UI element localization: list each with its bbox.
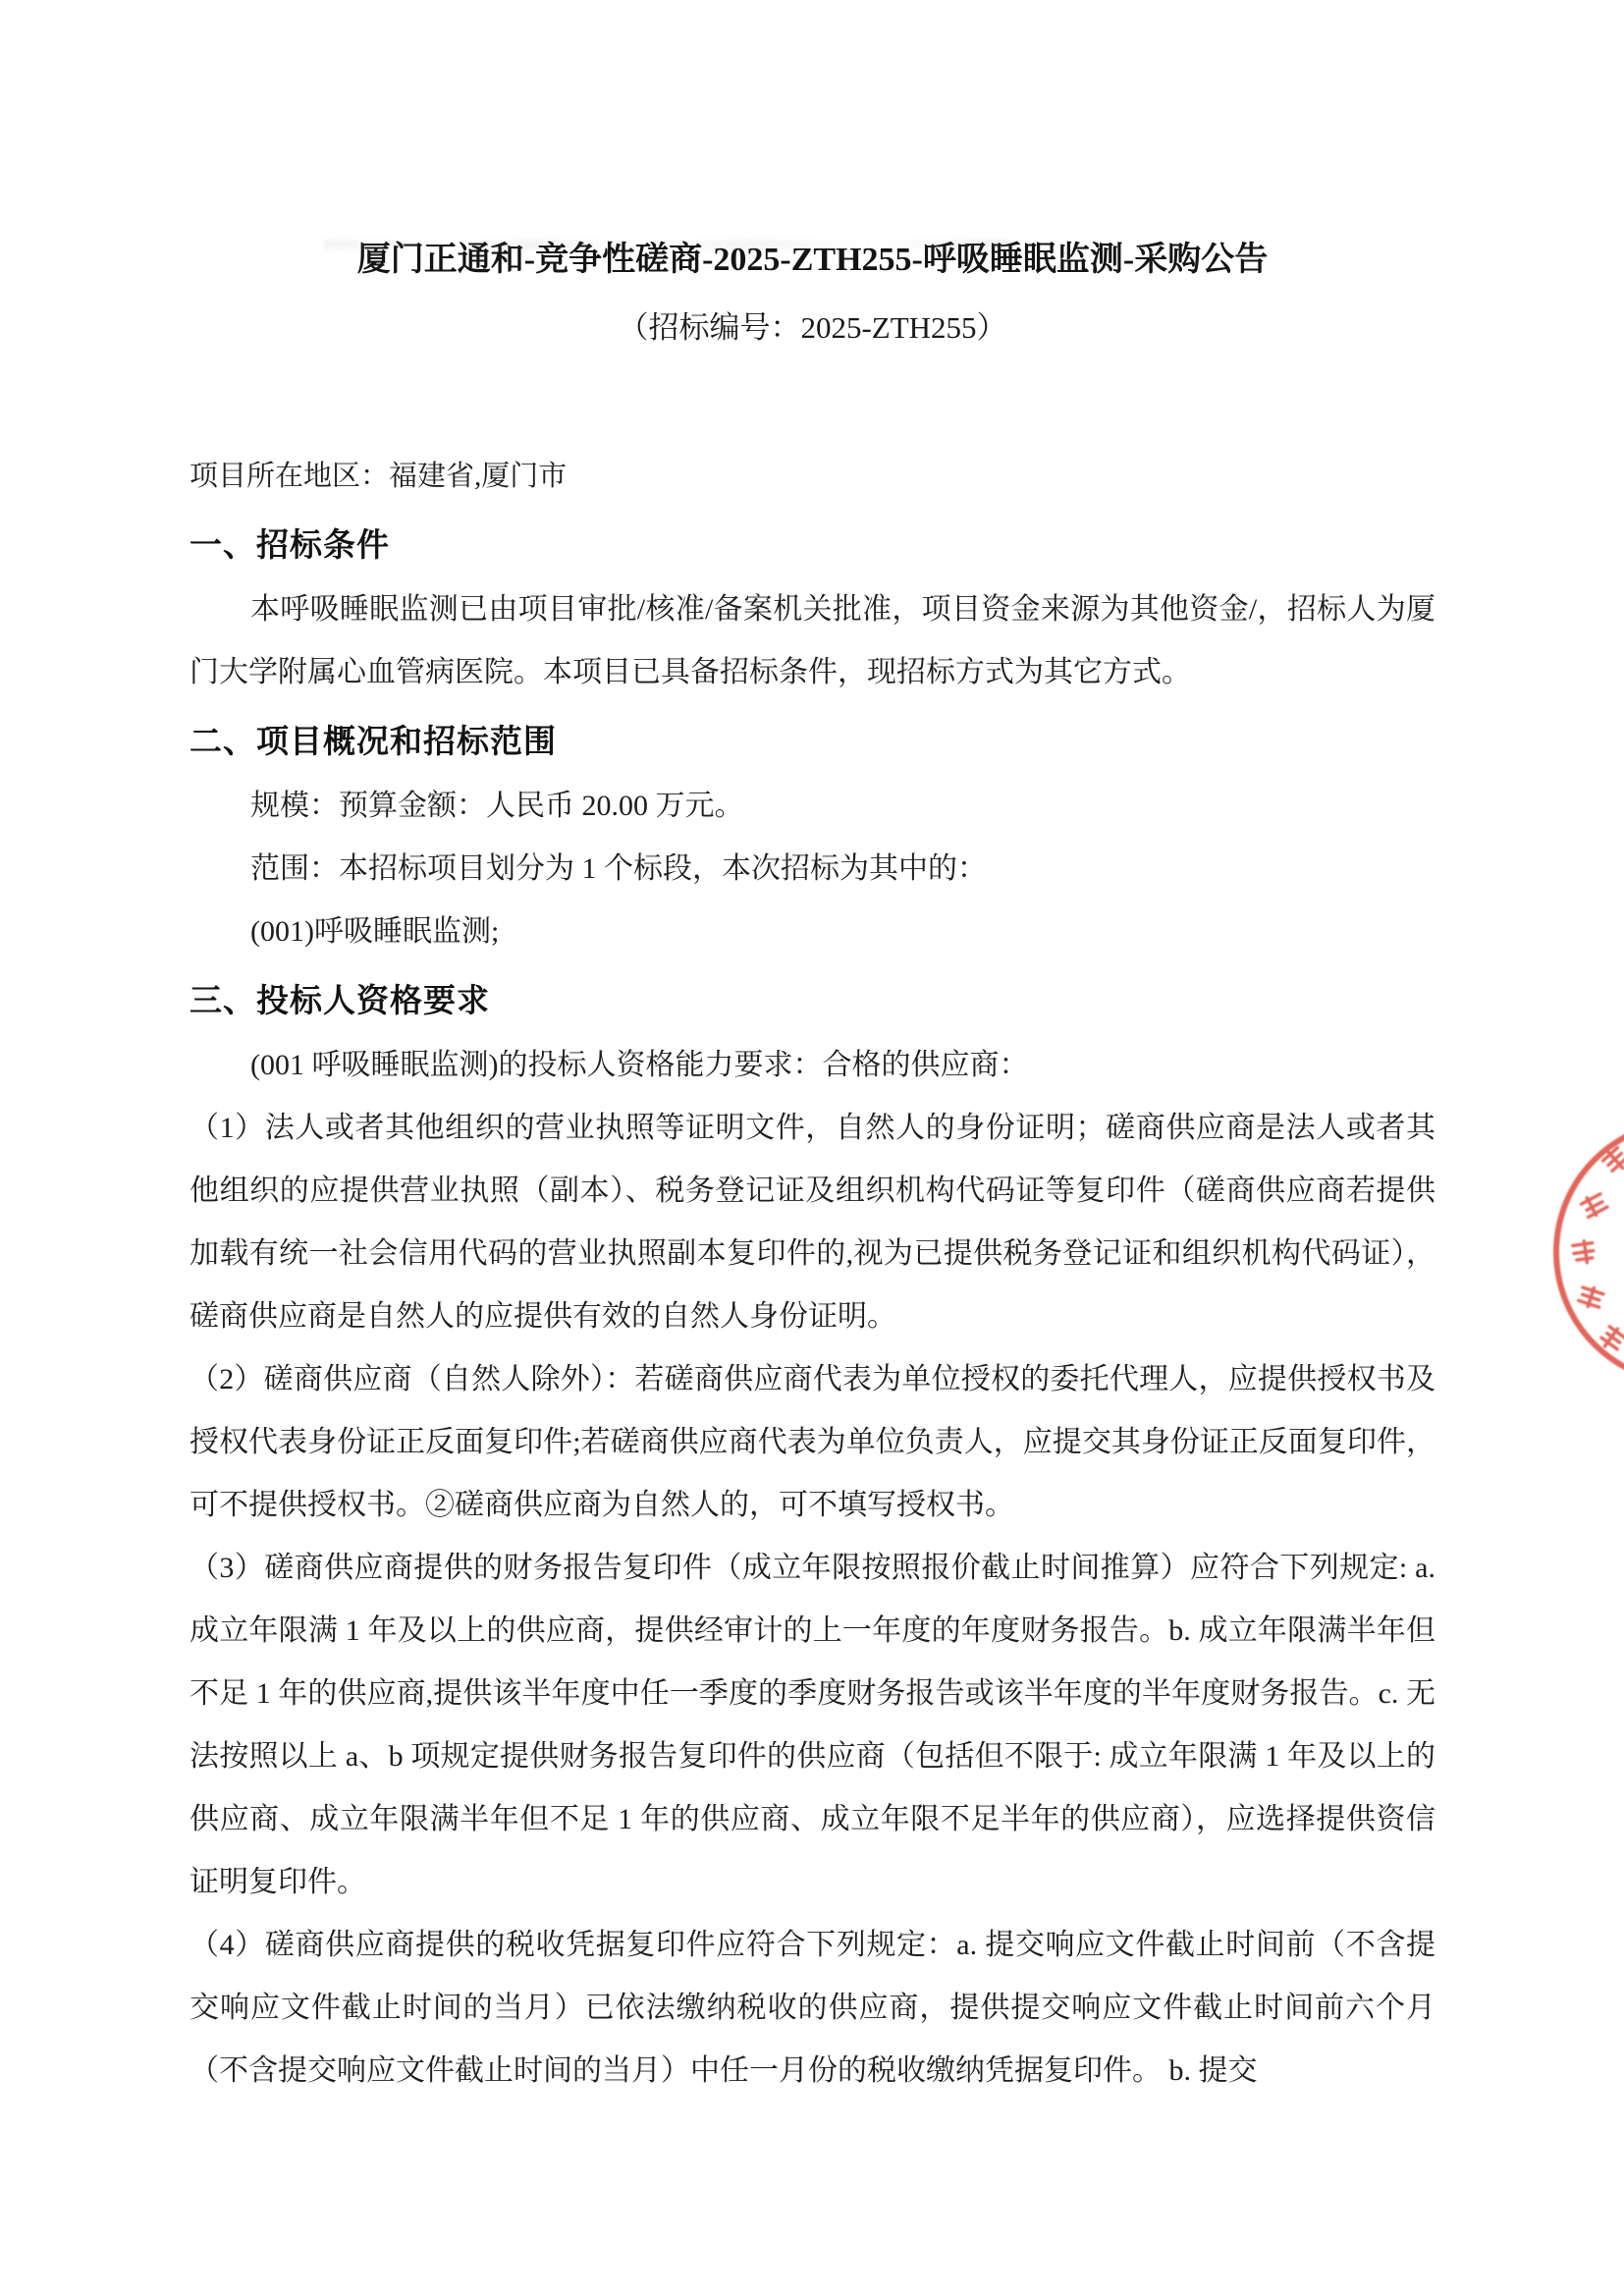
- tender-number-subtitle: （招标编号：2025-ZTH255）: [618, 309, 1007, 345]
- paragraph-requirement-4: （4）磋商供应商提供的税收凭据复印件应符合下列规定：a. 提交响应文件截止时间前（不含提交响应文件截止时间的当月）已依法缴纳税收的供应商，提供提交响应文件截止时间前六个月（不含提交响应文件截止时间的当月）中任一月份的税收缴纳凭据复印件。 b. 提交: [189, 1929, 1435, 2088]
- paragraph-requirement-1: （1）法人或者其他组织的营业执照等证明文件，自然人的身份证明；磋商供应商是法人或者其他组织的应提供营业执照（副本）、税务登记证及组织机构代码证等复印件（磋商供应商若提供加载有统一社会信用代码的营业执照副本复印件的,视为已提供税务登记证和组织机构代码证），磋商供应商是自然人的应提供有效的自然人身份证明。: [189, 1112, 1435, 1334]
- project-region-line: 项目所在地区：福建省,厦门市: [189, 461, 568, 493]
- paragraph-lot-001: (001)呼吸睡眠监测;: [250, 915, 500, 949]
- document-title: 厦门正通和-竞争性磋商-2025-ZTH255-呼吸睡眠监测-采购公告: [356, 242, 1269, 278]
- section-heading-bidding-conditions: 一、招标条件: [189, 526, 390, 564]
- paragraph-requirement-2: （2）磋商供应商（自然人除外）：若磋商供应商代表为单位授权的委托代理人，应提供授权书及授权代表身份证正反面复印件;若磋商供应商代表为单位负责人，应提交其身份证正反面复印件，可不提供授权书。②磋商供应商为自然人的，可不填写授权书。: [189, 1363, 1435, 1522]
- paragraph-scale: 规模：预算金额：人民币 20.00 万元。: [250, 790, 744, 823]
- section-heading-bidder-qualifications: 三、投标人资格要求: [189, 982, 490, 1019]
- paragraph-qualification-intro: (001 呼吸睡眠监测)的投标人资格能力要求：合格的供应商：: [250, 1049, 1029, 1082]
- paragraph-scope: 范围：本招标项目划分为 1 个标段，本次招标为其中的：: [250, 852, 987, 886]
- scan-artifact: [324, 240, 1011, 249]
- paragraph-bidding-conditions: 本呼吸睡眠监测已由项目审批/核准/备案机关批准，项目资金来源为其他资金/，招标人为厦门大学附属心血管病医院。本项目已具备招标条件，现招标方式为其它方式。: [189, 593, 1435, 689]
- paragraph-requirement-3: （3）磋商供应商提供的财务报告复印件（成立年限按照报价截止时间推算）应符合下列规定: a. 成立年限满 1 年及以上的供应商，提供经审计的上一年度的年度财务报告。b. 成立年限满半年但不足 1 年的供应商,提供该半年度中任一季度的季度财务报告或该半年度的半年度财务报告。c. 无法按照以上 a、b 项规定提供财务报告复印件的供应商（包括但不限于: 成立年限满 1 年及以上的供应商、成立年限满半年但不足 1 年的供应商、成立年限不足半年的供应商），应选择提供资信证明复印件。: [189, 1552, 1435, 1899]
- section-heading-project-overview: 二、项目概况和招标范围: [189, 723, 557, 760]
